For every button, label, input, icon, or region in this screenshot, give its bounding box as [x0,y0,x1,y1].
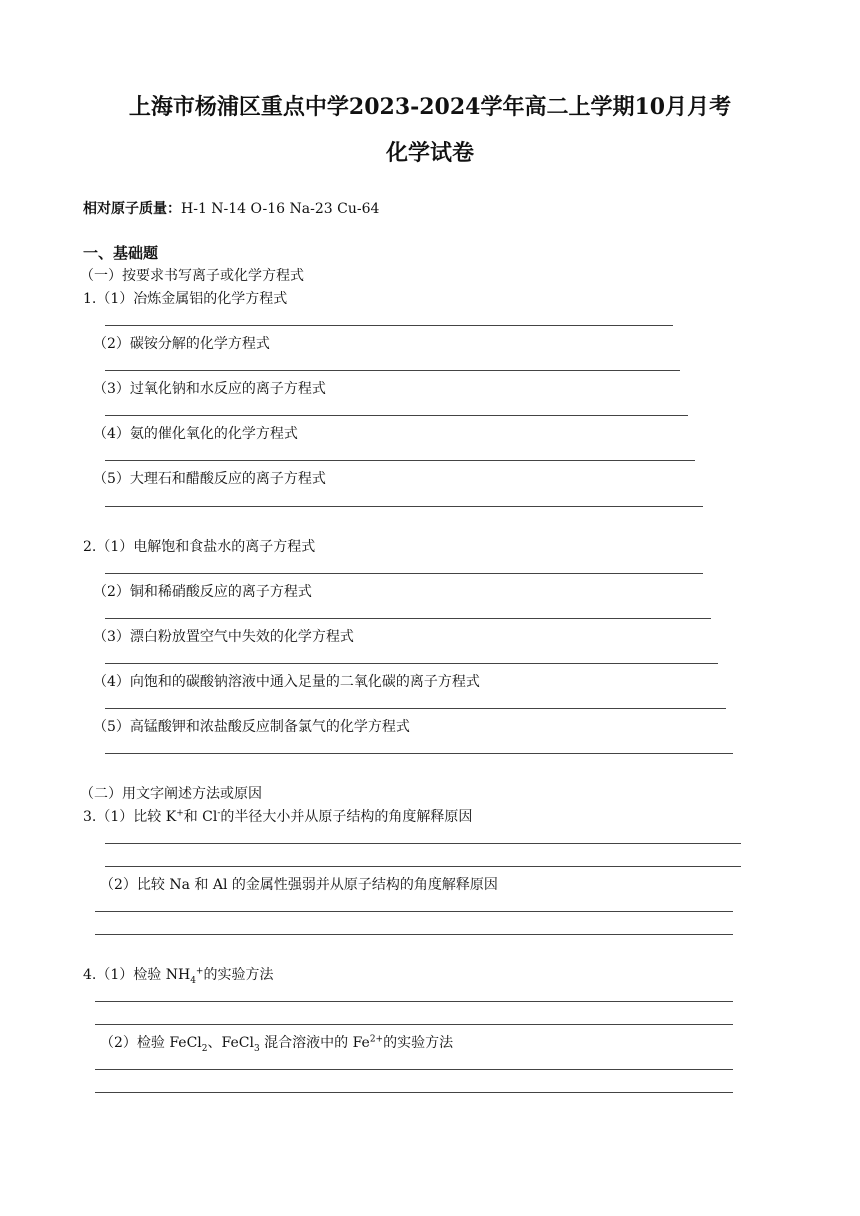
atomic-mass-row [83,198,379,218]
superscript: + [195,966,204,977]
question-item-text: （2）检验 FeCl [100,1035,202,1051]
part-heading-1: （一）按要求书写离子或化学方程式 [80,268,304,284]
question-item: （2）比较 Na 和 Al 的金属性强弱并从原子结构的角度解释原因 [100,877,498,893]
answer-line[interactable] [95,1069,733,1070]
question-item [100,1032,453,1052]
question-item-text: 、FeCl [207,1035,254,1051]
page-subtitle: 化学试卷 [385,140,474,166]
answer-line[interactable] [105,506,703,507]
answer-line[interactable] [95,934,733,935]
atomic-mass-values: H-1 N-14 O-16 Na-23 Cu-64 [181,201,380,217]
question-item-text: 的实验方法 [383,1035,454,1051]
answer-line[interactable] [95,1092,733,1093]
question-item-text: （1）检验 NH [96,967,191,983]
question-item: （5）大理石和醋酸反应的离子方程式 [93,471,326,487]
subscript: 4 [190,975,196,986]
answer-line[interactable] [105,573,703,574]
atomic-mass-label: 相对原子质量： [83,201,181,217]
question-item: （1）电解饱和食盐水的离子方程式 [96,539,316,555]
question-item: （4）向饱和的碳酸钠溶液中通入足量的二氧化碳的离子方程式 [93,674,480,690]
question-3 [83,806,472,826]
superscript: - [217,808,221,819]
question-4 [83,964,273,984]
page-title: 上海市杨浦区重点中学2023-2024学年高二上学期10月月考 [128,94,732,120]
answer-line[interactable] [95,911,733,912]
question-number: 3. [83,809,97,825]
answer-line[interactable] [105,415,688,416]
question-number: 1. [83,291,97,307]
section-heading: 一、基础题 [83,244,159,262]
answer-line[interactable] [105,708,726,709]
answer-line[interactable] [105,663,718,664]
answer-line[interactable] [105,866,741,867]
subscript: 3 [253,1043,260,1054]
subscript: 2 [201,1043,208,1054]
answer-line[interactable] [105,325,673,326]
question-1 [83,288,287,308]
answer-line[interactable] [105,370,680,371]
question-item-text: 和 Cl [183,809,218,825]
question-item-text: 的实验方法 [203,967,274,983]
question-item: （3）漂白粉放置空气中失效的化学方程式 [93,629,354,645]
question-item: （5）高锰酸钾和浓盐酸反应制备氯气的化学方程式 [93,719,410,735]
answer-line[interactable] [105,843,741,844]
question-2 [83,536,315,556]
answer-line[interactable] [95,1001,733,1002]
question-item: （2）碳铵分解的化学方程式 [93,336,270,352]
question-number: 4. [83,967,97,983]
question-item-text: （1）比较 K [96,809,177,825]
question-number: 2. [83,539,97,555]
superscript: + [176,808,184,819]
answer-line[interactable] [95,1024,733,1025]
answer-line[interactable] [105,618,711,619]
question-item-text: 混合溶液中的 Fe [259,1035,370,1051]
superscript: 2+ [369,1034,384,1045]
question-item-text: 的半径大小并从原子结构的角度解释原因 [220,809,473,825]
question-item: （1）冶炼金属铝的化学方程式 [96,291,288,307]
answer-line[interactable] [105,753,733,754]
part-heading-2: （二）用文字阐述方法或原因 [80,786,262,802]
question-item: （2）铜和稀硝酸反应的离子方程式 [93,584,312,600]
question-item: （3）过氧化钠和水反应的离子方程式 [93,381,326,397]
answer-line[interactable] [105,460,695,461]
question-item: （4）氨的催化氧化的化学方程式 [93,426,298,442]
